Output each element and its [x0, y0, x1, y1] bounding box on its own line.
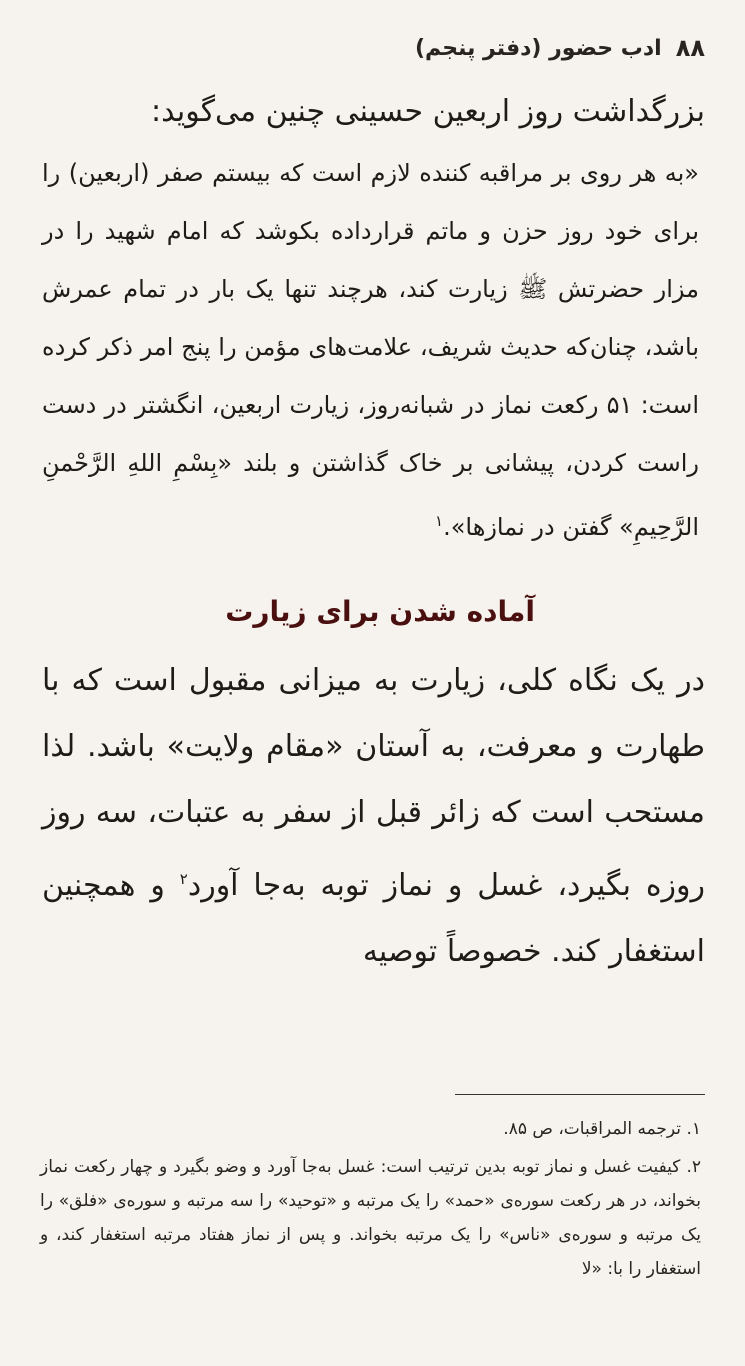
intro-line: بزرگداشت روز اربعین حسینی چنین می‌گوید:	[151, 94, 705, 129]
section-text-before-ref: در یک نگاه کلی، زیارت به میزانی مقبول است که با طهارت و معرفت، به آستان «مقام ولایت» باشد. لذا مستحب است که زائر قبل از سفر به عتبات، سه روز روزه بگیرد، غسل و نماز توبه به‌جا آورد	[42, 663, 706, 903]
footnote-ref-2: ۲	[179, 870, 188, 888]
section-title: آماده شدن برای زیارت	[225, 595, 535, 628]
running-header	[40, 30, 705, 66]
section-text-after-ref: و همچنین استغفار کند. خصوصاً توصیه	[42, 868, 705, 969]
footnote-1: ۱. ترجمه المراقبات، ص ۸۵.	[503, 1119, 701, 1139]
quote-text: «به هر روی بر مراقبه کننده لازم است که بیستم صفر (اربعین) را برای خود روز حزن و ماتم قرارداده بکوشد که امام شهید را در مزار حضرتش ﷺ زیارت کند، هرچند تنها یک بار در تمام عمرش باشد، چنان‌که حدیث شریف، علامت‌های مؤمن را پنج امر ذکر کرده است: ۵۱ رکعت نماز در شبانه‌روز، زیارت اربعین، انگشتر در دست راست کردن، پیشانی بر خاک گذاشتن و بلند «بِسْمِ اللهِ الرَّحْمنِ الرَّحِيمِ» گفتن در نمازها».	[42, 159, 699, 541]
footnote-divider	[455, 1094, 705, 1095]
footnote-2: ۲. کیفیت غسل و نماز توبه بدین ترتیب است: غسل به‌جا آورد و وضو بگیرد و چهار رکعت نماز بخواند، در هر رکعت سوره‌ی «حمد» را یک مرتبه و «توحید» را سه مرتبه و سوره‌ی «فلق» را یک مرتبه و سوره‌ی «ناس» را یک مرتبه بخواند. و پس از نماز هفتاد مرتبه استغفار کند، و استغفار را با: «لا	[40, 1157, 701, 1279]
page-content	[42, 80, 705, 985]
footnotes	[40, 1112, 701, 1290]
section-paragraph	[42, 648, 705, 985]
quote-paragraph	[42, 144, 705, 556]
page-number: ۸۸	[675, 34, 705, 62]
book-title: ادب حضور (دفتر پنجم)	[414, 35, 662, 61]
footnote-ref-1: ۱	[435, 512, 444, 530]
